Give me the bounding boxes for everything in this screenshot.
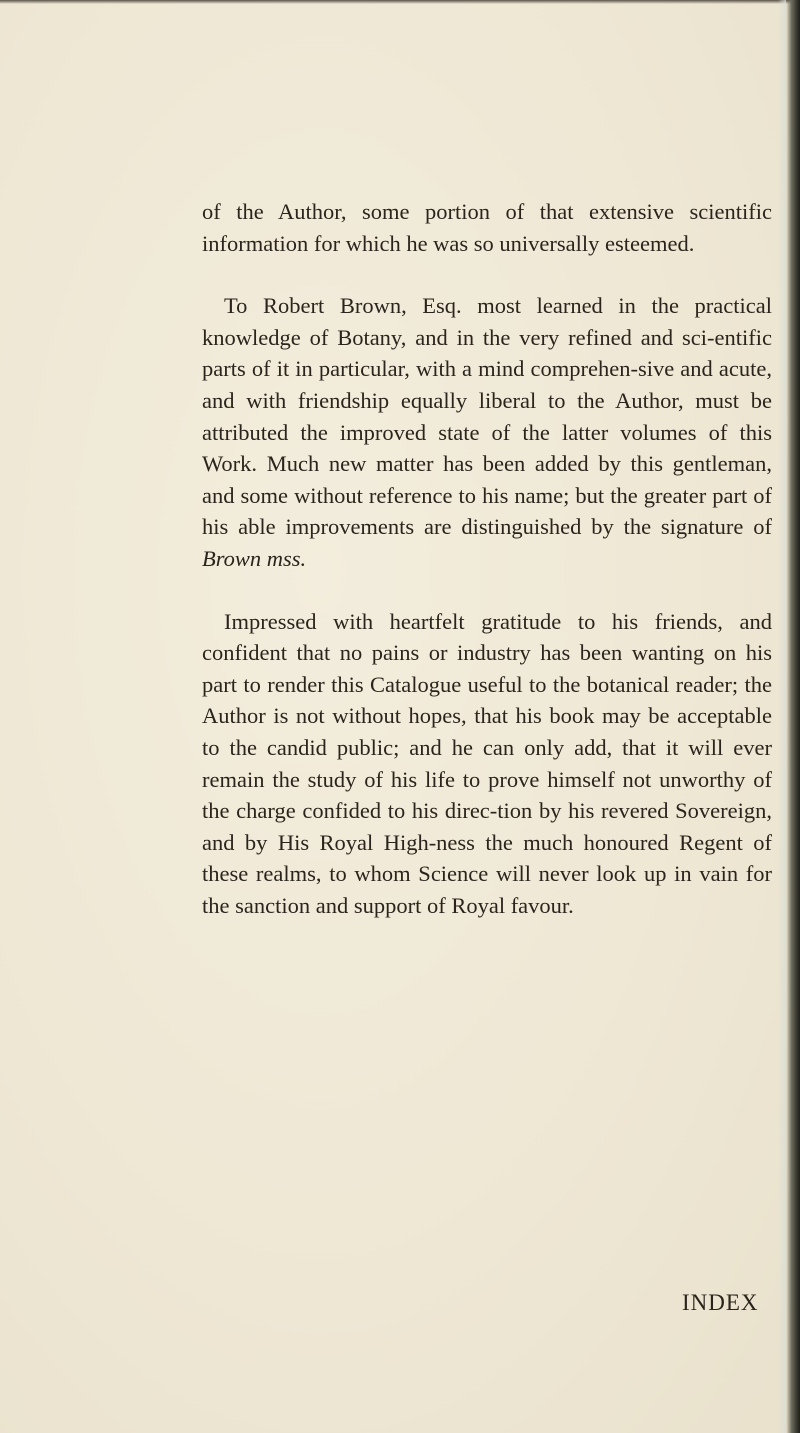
paragraph-gratitude: Impressed with heartfelt gratitude to his friends, and confident that no pains or industry has been wanting on his part to render this Catalogue useful to the botanical reader; the Author is not without hopes, that his book may be acceptable to the candid public; and he can only add, that it will ever remain the study of his life to prove himself not unworthy of the charge confided to his direc-tion by his revered Sovereign, and by His Royal High-ness the much honoured Regent of these realms, to whom Science will never look up in vain for the sanction and support of Royal favour.: [202, 608, 772, 918]
brown-mss-signature: Brown mss.: [202, 545, 307, 571]
page-top-shadow: [0, 0, 800, 4]
page-right-edge: [786, 0, 800, 1433]
body-text: [202, 196, 772, 952]
paragraph-continuation: of the Author, some portion of that extensive scientific information for which he was so universally esteemed.: [202, 199, 772, 256]
catchword: INDEX: [682, 1290, 759, 1315]
paragraph-robert-brown: [202, 290, 772, 574]
page-edge-highlight: [778, 0, 786, 1433]
paragraph-robert-brown-text: To Robert Brown, Esq. most learned in the practical knowledge of Botany, and in the very refined and sci-entific parts of it in particular, with a mind comprehen-sive and acute, and with friendship equally liberal to the Author, must be attributed the improved state of the latter volumes of this Work. Much new matter has been added by this gentleman, and some without reference to his name; but the greater part of his able improvements are distinguished by the signature of: [202, 293, 772, 540]
